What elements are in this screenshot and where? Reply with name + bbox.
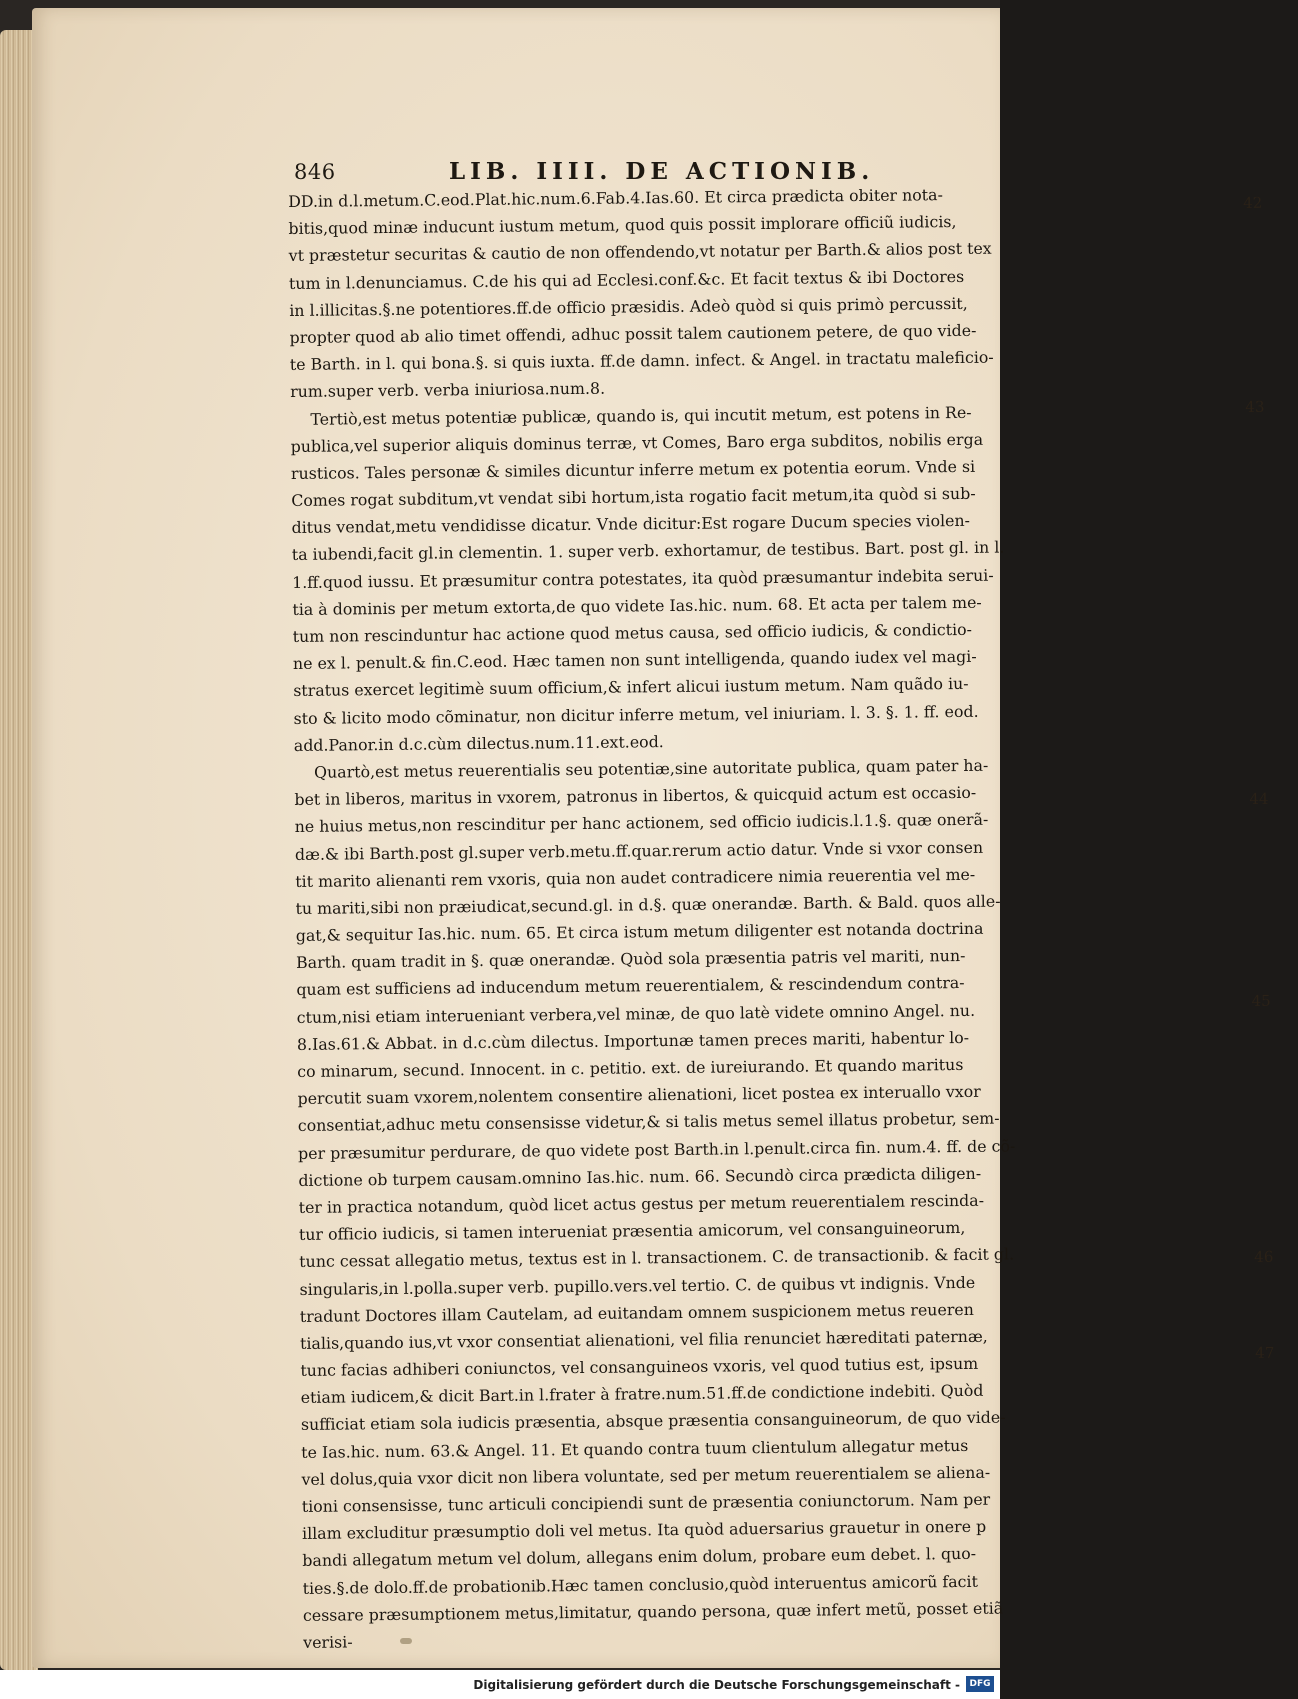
text-line: te Ias.hic. num. 63.& Angel. 11. Et quando contra tuum clientulum allegatur metus bbox=[301, 1435, 969, 1462]
text-line: bitis,quod minæ inducunt iustum metum, quod quis possit implorare officiũ iudicis, bbox=[288, 212, 957, 239]
digitization-footer bbox=[0, 1670, 1000, 1699]
text-line: 1.ff.quod iussu. Et præsumitur contra potestates, ita quòd præsumantur indebita serui- bbox=[292, 565, 994, 592]
text-line: Tertiò,est metus potentiæ publicæ, quando is, qui incutit metum, est potens in Re- bbox=[310, 402, 972, 429]
margin-number: 43 bbox=[1245, 397, 1265, 416]
dfg-logo-icon: DFG bbox=[966, 1676, 994, 1692]
text-line: stratus exercet legitimè suum officium,& infert alicui iustum metum. Nam quãdo iu- bbox=[293, 674, 969, 701]
text-line: bet in liberos, maritus in vxorem, patronus in libertos, & quicquid actum est occasio- bbox=[294, 782, 977, 810]
text-line: singularis,in l.polla.super verb. pupillo.vers.vel tertio. C. de quibus vt indignis. Vnde bbox=[299, 1272, 976, 1299]
text-line: tioni consensisse, tunc articuli concipiendi sunt de præsentia coniunctorum. Nam per bbox=[301, 1489, 991, 1516]
text-line: vt præstetur securitas & cautio de non offendendo,vt notatur per Barth.& alios post tex bbox=[288, 239, 992, 266]
text-line: DD.in d.l.metum.C.eod.Plat.hic.num.6.Fab.4.Ias.60. Et circa prædicta obiter nota- bbox=[288, 185, 943, 211]
text-line: tradunt Doctores illam Cautelam, ad euitandam omnem suspicionem metus reueren bbox=[299, 1299, 974, 1326]
ink-mark bbox=[400, 1638, 412, 1644]
text-line: dictione ob turpem causam.omnino Ias.hic. num. 66. Secundò circa prædicta diligen- bbox=[298, 1163, 982, 1190]
margin-number: 42 bbox=[1243, 193, 1263, 212]
text-line: co minarum, secund. Innocent. in c. petitio. ext. de iureiurando. Et quando maritus bbox=[297, 1054, 964, 1081]
text-line: tu mariti,sibi non præiudicat,secund.gl. in d.§. quæ onerandæ. Barth. & Bald. quos alle- bbox=[295, 891, 1001, 918]
text-line: ne huius metus,non rescinditur per hanc actionem, sed officio iudicis.l.1.§. quæ onerã- bbox=[294, 810, 989, 837]
text-line: propter quod ab alio timet offendi, adhuc possit talem cautionem petere, de quo vide- bbox=[289, 320, 977, 347]
margin-number: 45 bbox=[1251, 991, 1271, 1010]
text-line: Comes rogat subditum,vt vendat sibi hortum,ista rogatio facit metum,ita quòd si sub- bbox=[291, 483, 976, 511]
text-line: etiam iudicem,& dicit Bart.in l.frater à fratre.num.51.ff.de condictione indebiti. Quòd bbox=[300, 1381, 984, 1408]
text-line: tum in l.denunciamus. C.de his qui ad Ecclesi.conf.&c. Et facit textus & ibi Doctores bbox=[288, 266, 965, 293]
text-line: ctum,nisi etiam interueniant verbera,vel minæ, de quo latè videte omnino Angel. nu. bbox=[296, 1000, 976, 1027]
text-line: rusticos. Tales personæ & similes dicuntur inferre metum ex potentia eorum. Vnde si bbox=[290, 456, 976, 483]
text-line: ties.§.de dolo.ff.de probationib.Hæc tamen conclusio,quòd interuentus amicorũ facit bbox=[302, 1571, 978, 1598]
text-line: sufficiat etiam sola iudicis præsentia, absque præsentia consanguineorum, de quo vide- bbox=[300, 1407, 1006, 1435]
text-line: tia à dominis per metum extorta,de quo videte Ias.hic. num. 68. Et acta per talem me- bbox=[292, 592, 982, 619]
margin-number: 46 bbox=[1254, 1247, 1274, 1266]
margin-number: 44 bbox=[1249, 789, 1269, 808]
text-line: tum non rescinduntur hac actione quod metus causa, sed officio iudicis, & condictio- bbox=[292, 619, 973, 646]
text-line: ta iubendi,facit gl.in clementin. 1. super verb. exhortamur, de testibus. Bart. post gl. in l. bbox=[291, 537, 1005, 565]
text-line: tit marito alienanti rem vxoris, quia non audet contradicere nimia reuerentia vel me- bbox=[295, 864, 976, 891]
page-number: 846 bbox=[294, 160, 336, 184]
running-title: LIB. IIII. DE ACTIONIB. bbox=[449, 158, 875, 185]
text-line: tunc cessat allegatio metus, textus est in l. transactionem. C. de transactionib. & facit gl. bbox=[299, 1244, 1015, 1272]
text-line: percutit suam vxorem,nolentem consentire alienationi, licet postea ex interuallo vxor bbox=[297, 1081, 981, 1109]
text-line: add.Panor.in d.c.cùm dilectus.num.11.ext.eod. bbox=[293, 731, 664, 755]
text-line: ne ex l. penult.& fin.C.eod. Hæc tamen non sunt intelligenda, quando iudex vel magi- bbox=[292, 647, 977, 674]
text-line: ditus vendat,metu vendidisse dicatur. Vnde dicitur:Est rogare Ducum species violen- bbox=[291, 511, 971, 538]
text-line: gat,& sequitur Ias.hic. num. 65. Et circa istum metum diligenter est notanda doctrina bbox=[295, 918, 984, 946]
body-text bbox=[288, 181, 1275, 1656]
text-line: bandi allegatum metum vel dolum, allegans enim dolum, probare eum debet. l. quo- bbox=[302, 1544, 977, 1571]
margin-number: 47 bbox=[1255, 1343, 1275, 1362]
text-line: 8.Ias.61.& Abbat. in d.c.cùm dilectus. Importunæ tamen preces mariti, habentur lo- bbox=[296, 1027, 970, 1054]
text-lines bbox=[288, 181, 1016, 1656]
text-line: dæ.& ibi Barth.post gl.super verb.metu.ff.quar.rerum actio datur. Vnde si vxor consen bbox=[294, 837, 984, 864]
margin-notes bbox=[1243, 178, 1297, 1478]
text-line: rum.super verb. verba iniuriosa.num.8. bbox=[290, 379, 606, 402]
text-line: per præsumitur perdurare, de quo videte post Barth.in l.penult.circa fin. num.4. ff. de cõ- bbox=[298, 1135, 1016, 1163]
text-line: illam excluditur præsumptio doli vel metus. Ita quòd aduersarius grauetur in onere p bbox=[301, 1516, 987, 1544]
text-line: consentiat,adhuc metu consensisse videtur,& si talis metus semel illatus probetur, sem- bbox=[297, 1108, 1000, 1136]
text-line: vel dolus,quia vxor dicit non libera voluntate, sed per metum reuerentialem se aliena- bbox=[301, 1462, 991, 1489]
book-page bbox=[32, 8, 1275, 1668]
text-line: Barth. quam tradit in §. quæ onerandæ. Quòd sola præsentia patris vel mariti, nun- bbox=[296, 946, 966, 973]
text-line: sto & licito modo cõminatur, non dicitur inferre metum, vel iniuriam. l. 3. §. 1. ff. eod. bbox=[293, 701, 979, 728]
text-line: tialis,quando ius,vt vxor consentiat alienationi, vel filia renunciet hæreditati paternæ, bbox=[299, 1326, 988, 1353]
text-line: verisi- bbox=[303, 1632, 353, 1652]
text-line: publica,vel superior aliquis dominus terræ, vt Comes, Baro erga subditos, nobilis erga bbox=[290, 429, 984, 456]
text-line: ter in practica notandum, quòd licet actus gestus per metum reuerentialem rescinda- bbox=[298, 1190, 985, 1217]
text-line: tunc facias adhiberi coniunctos, vel consanguineos vxoris, vel quod tutius est, ipsum bbox=[300, 1353, 979, 1380]
text-line: quam est sufficiens ad inducendum metum reuerentialem, & rescindendum contra- bbox=[296, 973, 965, 1000]
footer-credit: Digitalisierung gefördert durch die Deutsche Forschungsgemeinschaft - bbox=[473, 1678, 960, 1692]
text-line: in l.illicitas.§.ne potentiores.ff.de officio præsidis. Adeò quòd si quis primò percussit, bbox=[289, 293, 968, 320]
text-line: Quartò,est metus reuerentialis seu potentiæ,sine autoritate publica, quam pater ha- bbox=[314, 755, 989, 782]
text-line: cessare præsumptionem metus,limitatur, quando persona, quæ infert metũ, posset etiã bbox=[302, 1598, 1004, 1625]
text-line: tur officio iudicis, si tamen interueniat præsentia amicorum, vel consanguineorum, bbox=[298, 1218, 966, 1245]
text-line: te Barth. in l. qui bona.§. si quis iuxta. ff.de damn. infect. & Angel. in tractatu maleficio- bbox=[289, 347, 994, 375]
